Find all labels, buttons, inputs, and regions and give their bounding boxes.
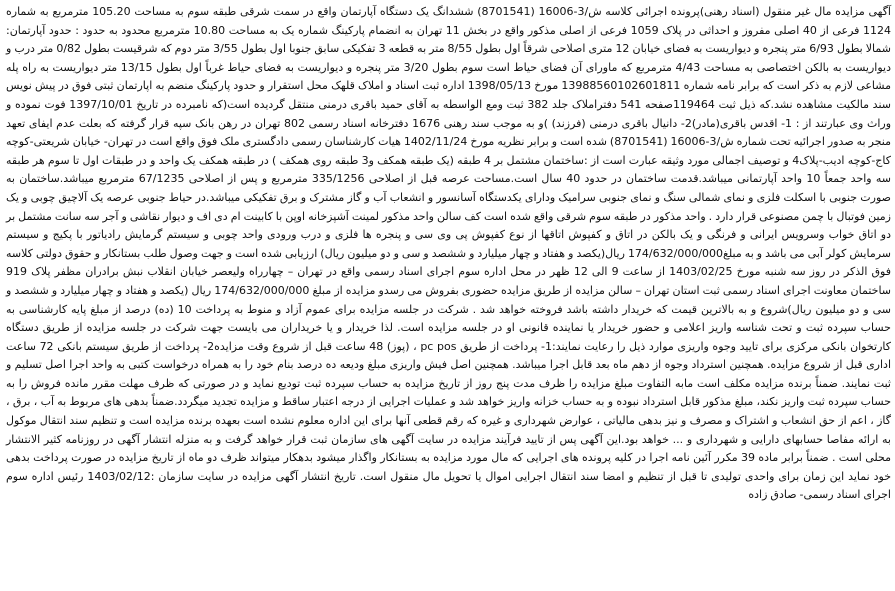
notice-body-text: آگهی مزایده مال غیر منقول (اسناد رهنی)پرونده اجرائی کلاسه ش/3-16006 (8701541) ششدانگ یک دستگاه آپارتمان واقع در سمت شرقی طبقه سوم به مساحت 105.20 مترمربع به شماره 1124 فرعی از 40 اصلی مفروز و احداثی در پلاک 1059 فرعی از اصلی مذکور واقع در بخش 11 تهران به انضمام پارکینگ شماره یک به مساحت 10.80 مترمربع محدود به حدود : حدود آپارتمان: شمالا بطول 6/93 متر پنجره و دیواریست به فضای خیابان 12 متری اصلاحی شرقاً اول بطول 8/55 متر به قطعه 3 تفکیکی سابق جنوبا اول بطول 3/55 متر دوم که شرقیست بطول 0/82 متر درب و دیواریست به بالکن اختصاصی به مساحت 4/43 مترمربع که ماورای آن فضای حیاط است سوم بطول 3/20 متر پنجره و دیواریست به فضای حیاط غرباً اول بطول 13/15 متر دیواریست به راه پله مشاعی لازم به ذکر است که برابر نامه شماره 13988560102601811 مورخ 1398/05/13 اداره ثبت اسناد و املاک قلهک محل استقرار و حدود پارکینگ منضم به اپارتمان ثبتی فوق در پیش نویس سند مالکیت مشاهده نشد.که ذیل ثبت 119464صفحه 541 دفتراملاک جلد 382 ثبت ومع الواسطه به آقای حمید باقری درمنی منتقل گردیده است(که نامبرده در تاریخ 1397/10/01 فوت نموده و وراث وی عبارتند از : 1- اقدس باقری(مادر)2- دانیال باقری درمنی (فرزند) )و به موجب سند رهنی 1676 دفترخانه اسناد رسمی 802 تهران در رهن بانک سپه قرار گرفته که بعلت عدم ایفای تعهد منجر به صدور اجرائیه تحت شماره ش/3-16006 (8701541) شده است و برابر نظریه مورخ 1402/11/24 هیات کارشناسان رسمی دادگستری ملک فوق واقع است در تهران- خیابان شریعتی-کوچه کاج-کوچه ادیب-پلاک4 و توصیف اجمالی مورد وثیقه عبارت است از :ساختمان مشتمل بر 4 طبقه (یک طبقه همکف و3 طبقه روی همکف ) در طبقه همکف یک واحد و در طبقات اول تا سوم هر طبقه سه واحد جمعاً 10 واحد آپارتمانی میباشد.قدمت ساختمان در حدود 40 سال است.مساحت عرصه قبل از اصلاحی 335/1256 مترمربع و پس از اصلاحی 67/1235 مترمربع میباشد.ساختمان به صورت جنوبی با اسکلت فلزی و نمای شمالی سنگ و نمای جنوبی سرامیک ودارای یکدستگاه آسانسور و انشعاب آب و گاز مشترک و برق تفکیکی میباشد.در حیاط جنوبی عرصه یک آلاچیق چوبی و یک زمین فوتبال با چمن مصنوعی قرار دارد . واحد مذکور در طبقه سوم شرقی واقع شده است کف سالن واحد مذکور لمینت آشپزخانه اوپن با کابینت ام دی اف و دیوار نقاشی و آجر سه سانت مشتمل بر دو اتاق خواب وسرویس ایرانی و فرنگی و یک بالکن در اتاق و کفپوش اتاقها از نوع کفپوش پی وی سی و پنجره ها فلزی و درب ورودی واحد چوبی و سیستم گرمایش رادیاتور با پکیج و سیستم سرمایش کولر آبی می باشد و به مبلغ174/632/000/000 ریال(یکصد و هفتاد و چهار میلیارد و ششصد و سی و دو میلیون ریال) ارزیابی شده است و جهت وصول طلب بستانکار و حقوق دولتی کلاسه فوق الذکر در روز سه شنبه مورخ 1403/02/25 از ساعت 9 الی 12 ظهر در محل اداره سوم اجرای اسناد رسمی واقع در تهران – چهارراه ولیعصر خیابان انقلاب نبش برادران مظفر پلاک 919 ساختمان معاونت اجرای اسناد رسمی ثبت استان تهران – سالن مزایده از طریق مزایده حضوری بفروش می رسدو مزایده از مبلغ 174/632/000/000 ریال (یکصد و هفتاد و چهار میلیارد و ششصد و سی و دو میلیون ریال)شروع و به بالاترین قیمت که خریدار داشته باشد فروخته خواهد شد . شرکت در جلسه مزایده برای عموم آزاد و منوط به پرداخت 10 (ده) درصد از مبلغ پایه کارشناسی به حساب سپرده ثبت و تحت شناسه واریز اعلامی و حضور خریدار یا نماینده قانونی او در جلسه مزایده است. لذا خریدار و یا خریداران می بایست جهت شرکت در جلسه مزایده از طریق دستگاه کارتخوان بانکی مرکزی برای تایید وجوه واریزی موارد ذیل را رعایت نمایند:1- پرداخت از طریق pc pos ، (پوز) 48 ساعت قبل از شروع وقت مزایده2- پرداخت از طریق سیستم بانکی 72 ساعت اداری قبل از شروع مزایده. همچنین استرداد وجوه از دهم ماه بعد قابل اجرا میباشد. همچنین اصل فیش واریزی مبلغ ودیعه ده درصد بنام خود را به همراه درخواست کتبی به واحد اجرا اصل تسلیم و ثبت نمایند. ضمناً برنده مزایده مکلف است مابه التفاوت مبلغ مزایده را ظرف مدت پنج روز از تاریخ مزایده به حساب سپرده ثبت تودیع نماید و در صورتی که ظرف مهلت مقرر مانده فروش را به حساب سپرده ثبت واریز نکند، مبلغ مذکور قابل استرداد نبوده و به حساب خزانه واریز خواهد شد و عملیات اجرایی از درجه اعتبار ساقط و مزایده تجدید میگردد.ضمناً بدهی های مربوط به آب ، برق ، گاز ، اعم از حق انشعاب و اشتراک و مصرف و نیز بدهی مالیاتی ، عوارض شهرداری و غیره که رقم قطعی آنها برای این اداره معلوم نشده است بعهده برنده مزایده است و تنظیم سند انتقال موکول به ارائه مفاصا حسابهای دارایی و شهرداری و ... خواهد بود.این آگهی پس از تایید فرآیند مزایده در سایت آگهی های سازمان ثبت قرار خواهد گرفت و به منزله انتشار آگهی در روزنامه کثیر الانتشار محلی است . ضمناً برابر ماده 39 مکرر آئین نامه اجرا در کلیه پرونده های اجرایی که مال مورد مزایده به بستانکار واگذار میشود بدهکار میتواند ظرف دو ماه از تاریخ مزایده در صورت پرداخت بدهی خود نماید این زمان برای واحدی تولیدی تا قبل از تنظیم و امضا سند انتقال اجرایی اموال یا تحویل مال منقول است. تاریخ انتشار آگهی مزایده در سایت سازمان :1403/02/12 رئیس اداره سوم اجرای اسناد رسمی- صادق زاده bbox=[6, 5, 892, 502]
